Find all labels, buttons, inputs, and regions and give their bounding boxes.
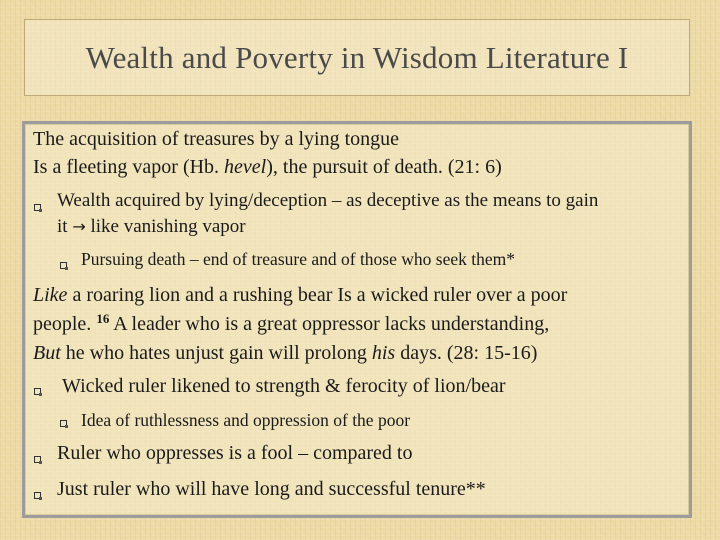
bullet1-item1-pre: it <box>57 216 73 237</box>
passage2-line2 <box>33 313 549 336</box>
passage1-hebrew-word: hevel <box>224 156 267 178</box>
bullet1-item1-line1 <box>57 190 598 212</box>
bullet1-sub1-text: Pursuing death – end of treasure and of those who seek them* <box>81 249 515 269</box>
bullet2-sub1 <box>81 410 410 431</box>
bullet-icon <box>34 388 41 395</box>
passage1-line1-text: The acquisition of treasures by a lying tongue <box>33 128 400 150</box>
passage2-but: But <box>33 342 61 364</box>
passage2-line3-post: days. (28: 15-16) <box>395 342 538 364</box>
sub-bullet-icon <box>60 420 67 427</box>
passage2-his: his <box>371 342 396 364</box>
bullet2-item1-text: Wicked ruler likened to strength & ferocity of lion/bear <box>62 375 506 397</box>
passage2-line1-text: a roaring lion and a rushing bear Is a wicked ruler over a poor <box>67 284 568 306</box>
bullet2-item3 <box>57 478 486 501</box>
passage1-line1 <box>33 128 399 151</box>
bullet1-sub1 <box>81 249 515 270</box>
bullet1-item1-post: like vanishing vapor <box>85 216 246 237</box>
bullet1-item1-text1: Wealth acquired by lying/deception – as deceptive as the means to gain <box>57 190 599 211</box>
slide-title: Wealth and Poverty in Wisdom Literature I <box>85 39 629 75</box>
bullet2-item1 <box>62 375 506 398</box>
passage2-line3-mid: he who hates unjust gain will prolong <box>60 342 372 364</box>
bullet2-sub1-text: Idea of ruthlessness and oppression of the poor <box>81 410 411 430</box>
arrow-right-icon: → <box>72 217 86 236</box>
bullet2-item2-text: Ruler who oppresses is a fool – compared to <box>57 442 413 464</box>
bullet1-item1-line2 <box>57 216 246 238</box>
passage2-line2-pre: people. <box>33 313 97 335</box>
passage2-line1 <box>33 284 567 307</box>
passage1-line2 <box>33 156 502 179</box>
passage2-line2-text: A leader who is a great oppressor lacks understanding, <box>109 313 550 335</box>
bullet-icon <box>34 204 41 211</box>
verse-number: 16 <box>96 311 110 326</box>
bullet-icon <box>34 492 41 499</box>
bullet-icon <box>34 456 41 463</box>
passage2-like: Like <box>33 284 68 306</box>
passage2-line3 <box>33 342 537 365</box>
passage1-line2-post: ), the pursuit of death. (21: 6) <box>266 156 502 178</box>
bullet2-item3-text: Just ruler who will have long and successful tenure** <box>57 478 486 500</box>
passage1-line2-pre: Is a fleeting vapor (Hb. <box>33 156 225 178</box>
bullet2-item2 <box>57 442 412 465</box>
sub-bullet-icon <box>60 262 67 269</box>
content-box <box>22 121 692 518</box>
title-box <box>24 19 690 96</box>
